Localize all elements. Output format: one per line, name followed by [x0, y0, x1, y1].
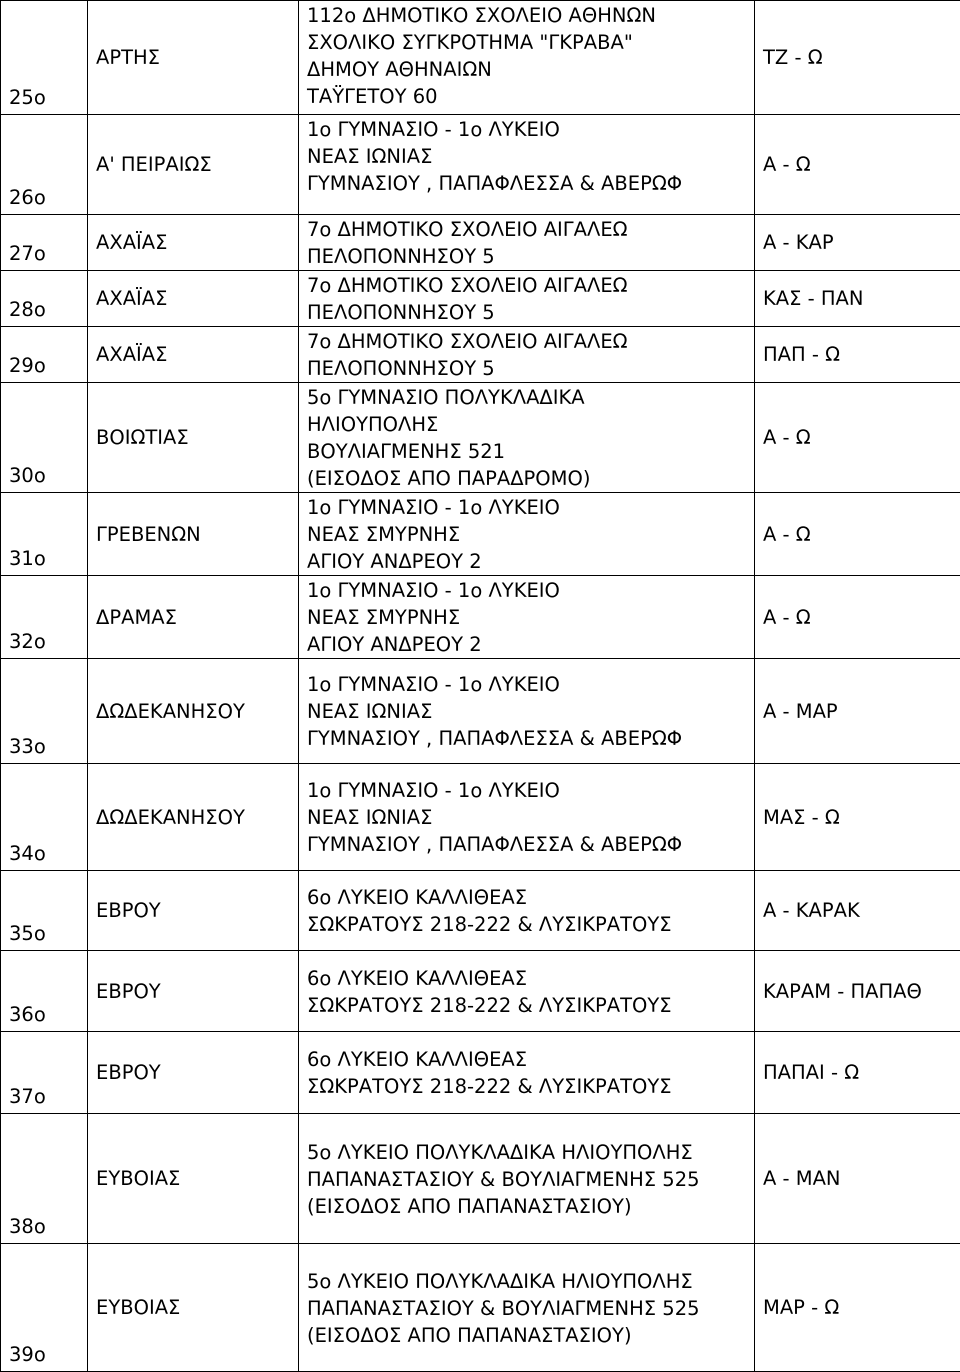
table-row: [1, 1, 960, 115]
address-line: ΣΩΚΡΑΤΟΥΣ 218-222 & ΛΥΣΙΚΡΑΤΟΥΣ: [307, 992, 746, 1019]
table-row: [1, 115, 960, 215]
address-line: 6ο ΛΥΚΕΙΟ ΚΑΛΛΙΘΕΑΣ: [307, 1046, 746, 1073]
address-cell: [299, 1, 755, 115]
address-line: 112ο ΔΗΜΟΤΙΚΟ ΣΧΟΛΕΙΟ ΑΘΗΝΩΝ: [307, 2, 746, 29]
address-line: 1ο ΓΥΜΝΑΣΙΟ - 1ο ΛΥΚΕΙΟ: [307, 577, 746, 604]
row-number: 37ο: [1, 1032, 88, 1114]
address-line: ΝΕΑΣ ΙΩΝΙΑΣ: [307, 698, 746, 725]
address-line: ΠΑΠΑΝΑΣΤΑΣΙΟΥ & ΒΟΥΛΙΑΓΜΕΝΗΣ 525: [307, 1166, 746, 1193]
address-line: ΓΥΜΝΑΣΙΟΥ , ΠΑΠΑΦΛΕΣΣΑ & ΑΒΕΡΩΦ: [307, 170, 746, 197]
surname-range-cell: Α - Ω: [755, 576, 960, 659]
address-cell: [299, 871, 755, 951]
address-line: ΝΕΑΣ ΣΜΥΡΝΗΣ: [307, 604, 746, 631]
row-number: 34ο: [1, 764, 88, 871]
address-cell: [299, 115, 755, 215]
address-cell: [299, 576, 755, 659]
address-cell: [299, 493, 755, 576]
address-line: ΤΑΫΓΕΤΟΥ 60: [307, 83, 746, 110]
address-line: ΣΩΚΡΑΤΟΥΣ 218-222 & ΛΥΣΙΚΡΑΤΟΥΣ: [307, 1073, 746, 1100]
address-cell: [299, 951, 755, 1032]
surname-range-cell: Α - Ω: [755, 493, 960, 576]
table-row: [1, 576, 960, 659]
address-line: 7ο ΔΗΜΟΤΙΚΟ ΣΧΟΛΕΙΟ ΑΙΓΑΛΕΩ: [307, 272, 746, 299]
prefecture-cell: ΔΡΑΜΑΣ: [88, 576, 299, 659]
table-row: [1, 1114, 960, 1244]
prefecture-cell: ΔΩΔΕΚΑΝΗΣΟΥ: [88, 764, 299, 871]
table-row: [1, 271, 960, 327]
address-line: ΠΑΠΑΝΑΣΤΑΣΙΟΥ & ΒΟΥΛΙΑΓΜΕΝΗΣ 525: [307, 1295, 746, 1322]
row-number: 35ο: [1, 871, 88, 951]
row-number: 31ο: [1, 493, 88, 576]
row-number: 36ο: [1, 951, 88, 1032]
surname-range-cell: Α - Ω: [755, 115, 960, 215]
address-cell: [299, 327, 755, 383]
address-line: ΣΩΚΡΑΤΟΥΣ 218-222 & ΛΥΣΙΚΡΑΤΟΥΣ: [307, 911, 746, 938]
table-row: [1, 1244, 960, 1372]
prefecture-cell: ΕΒΡΟΥ: [88, 951, 299, 1032]
address-line: ΓΥΜΝΑΣΙΟΥ , ΠΑΠΑΦΛΕΣΣΑ & ΑΒΕΡΩΦ: [307, 831, 746, 858]
table-row: [1, 493, 960, 576]
surname-range-cell: Α - Ω: [755, 383, 960, 493]
prefecture-cell: ΕΥΒΟΙΑΣ: [88, 1114, 299, 1244]
surname-range-cell: ΜΑΣ - Ω: [755, 764, 960, 871]
prefecture-cell: ΑΧΑΪΑΣ: [88, 271, 299, 327]
address-line: 6ο ΛΥΚΕΙΟ ΚΑΛΛΙΘΕΑΣ: [307, 884, 746, 911]
surname-range-cell: ΚΑΡΑΜ - ΠΑΠΑΘ: [755, 951, 960, 1032]
prefecture-cell: ΕΒΡΟΥ: [88, 871, 299, 951]
address-cell: [299, 383, 755, 493]
surname-range-cell: ΤΖ - Ω: [755, 1, 960, 115]
address-line: ΝΕΑΣ ΙΩΝΙΑΣ: [307, 804, 746, 831]
address-cell: [299, 764, 755, 871]
table-row: [1, 764, 960, 871]
prefecture-cell: ΔΩΔΕΚΑΝΗΣΟΥ: [88, 659, 299, 764]
address-line: 5ο ΛΥΚΕΙΟ ΠΟΛΥΚΛΑΔΙΚΑ ΗΛΙΟΥΠΟΛΗΣ: [307, 1139, 746, 1166]
surname-range-cell: Α - ΜΑΡ: [755, 659, 960, 764]
surname-range-cell: Α - ΚΑΡΑΚ: [755, 871, 960, 951]
address-line: ΗΛΙΟΥΠΟΛΗΣ: [307, 411, 746, 438]
address-cell: [299, 659, 755, 764]
address-line: 1ο ΓΥΜΝΑΣΙΟ - 1ο ΛΥΚΕΙΟ: [307, 777, 746, 804]
table-row: [1, 383, 960, 493]
row-number: 33ο: [1, 659, 88, 764]
row-number: 32ο: [1, 576, 88, 659]
address-line: (ΕΙΣΟΔΟΣ ΑΠΟ ΠΑΡΑΔΡΟΜΟ): [307, 465, 746, 492]
row-number: 26ο: [1, 115, 88, 215]
address-cell: [299, 1032, 755, 1114]
address-line: 7ο ΔΗΜΟΤΙΚΟ ΣΧΟΛΕΙΟ ΑΙΓΑΛΕΩ: [307, 328, 746, 355]
table-row: [1, 327, 960, 383]
prefecture-cell: ΑΧΑΪΑΣ: [88, 215, 299, 271]
surname-range-cell: ΚΑΣ - ΠΑΝ: [755, 271, 960, 327]
prefecture-cell: ΑΧΑΪΑΣ: [88, 327, 299, 383]
row-number: 25ο: [1, 1, 88, 115]
table-row: [1, 1032, 960, 1114]
address-line: ΝΕΑΣ ΙΩΝΙΑΣ: [307, 143, 746, 170]
address-line: 5ο ΛΥΚΕΙΟ ΠΟΛΥΚΛΑΔΙΚΑ ΗΛΙΟΥΠΟΛΗΣ: [307, 1268, 746, 1295]
address-line: ΝΕΑΣ ΣΜΥΡΝΗΣ: [307, 521, 746, 548]
row-number: 30ο: [1, 383, 88, 493]
address-cell: [299, 1244, 755, 1372]
surname-range-cell: Α - ΚΑΡ: [755, 215, 960, 271]
row-number: 28ο: [1, 271, 88, 327]
address-line: ΣΧΟΛΙΚΟ ΣΥΓΚΡΟΤΗΜΑ "ΓΚΡΑΒΑ": [307, 29, 746, 56]
address-line: ΠΕΛΟΠΟΝΝΗΣΟΥ 5: [307, 243, 746, 270]
surname-range-cell: ΜΑΡ - Ω: [755, 1244, 960, 1372]
prefecture-cell: ΕΒΡΟΥ: [88, 1032, 299, 1114]
address-line: ΑΓΙΟΥ ΑΝΔΡΕΟΥ 2: [307, 631, 746, 658]
surname-range-cell: ΠΑΠΑΙ - Ω: [755, 1032, 960, 1114]
address-line: 7ο ΔΗΜΟΤΙΚΟ ΣΧΟΛΕΙΟ ΑΙΓΑΛΕΩ: [307, 216, 746, 243]
prefecture-cell: ΕΥΒΟΙΑΣ: [88, 1244, 299, 1372]
address-line: 1ο ΓΥΜΝΑΣΙΟ - 1ο ΛΥΚΕΙΟ: [307, 494, 746, 521]
address-line: ΠΕΛΟΠΟΝΝΗΣΟΥ 5: [307, 299, 746, 326]
address-line: 1ο ΓΥΜΝΑΣΙΟ - 1ο ΛΥΚΕΙΟ: [307, 671, 746, 698]
address-line: ΠΕΛΟΠΟΝΝΗΣΟΥ 5: [307, 355, 746, 382]
row-number: 27ο: [1, 215, 88, 271]
address-line: (ΕΙΣΟΔΟΣ ΑΠΟ ΠΑΠΑΝΑΣΤΑΣΙΟΥ): [307, 1193, 746, 1220]
prefecture-cell: ΑΡΤΗΣ: [88, 1, 299, 115]
table-row: [1, 215, 960, 271]
address-line: (ΕΙΣΟΔΟΣ ΑΠΟ ΠΑΠΑΝΑΣΤΑΣΙΟΥ): [307, 1322, 746, 1349]
table-row: [1, 659, 960, 764]
table-row: [1, 871, 960, 951]
address-line: ΓΥΜΝΑΣΙΟΥ , ΠΑΠΑΦΛΕΣΣΑ & ΑΒΕΡΩΦ: [307, 725, 746, 752]
address-line: 1ο ΓΥΜΝΑΣΙΟ - 1ο ΛΥΚΕΙΟ: [307, 116, 746, 143]
address-line: ΔΗΜΟΥ ΑΘΗΝΑΙΩΝ: [307, 56, 746, 83]
prefecture-cell: ΒΟΙΩΤΙΑΣ: [88, 383, 299, 493]
address-line: ΑΓΙΟΥ ΑΝΔΡΕΟΥ 2: [307, 548, 746, 575]
address-cell: [299, 1114, 755, 1244]
row-number: 29ο: [1, 327, 88, 383]
surname-range-cell: Α - ΜΑΝ: [755, 1114, 960, 1244]
address-line: 6ο ΛΥΚΕΙΟ ΚΑΛΛΙΘΕΑΣ: [307, 965, 746, 992]
row-number: 39ο: [1, 1244, 88, 1372]
address-line: 5ο ΓΥΜΝΑΣΙΟ ΠΟΛΥΚΛΑΔΙΚΑ: [307, 384, 746, 411]
address-cell: [299, 215, 755, 271]
prefecture-cell: ΓΡΕΒΕΝΩΝ: [88, 493, 299, 576]
table-row: [1, 951, 960, 1032]
address-cell: [299, 271, 755, 327]
prefecture-cell: Α' ΠΕΙΡΑΙΩΣ: [88, 115, 299, 215]
surname-range-cell: ΠΑΠ - Ω: [755, 327, 960, 383]
row-number: 38ο: [1, 1114, 88, 1244]
address-line: ΒΟΥΛΙΑΓΜΕΝΗΣ 521: [307, 438, 746, 465]
